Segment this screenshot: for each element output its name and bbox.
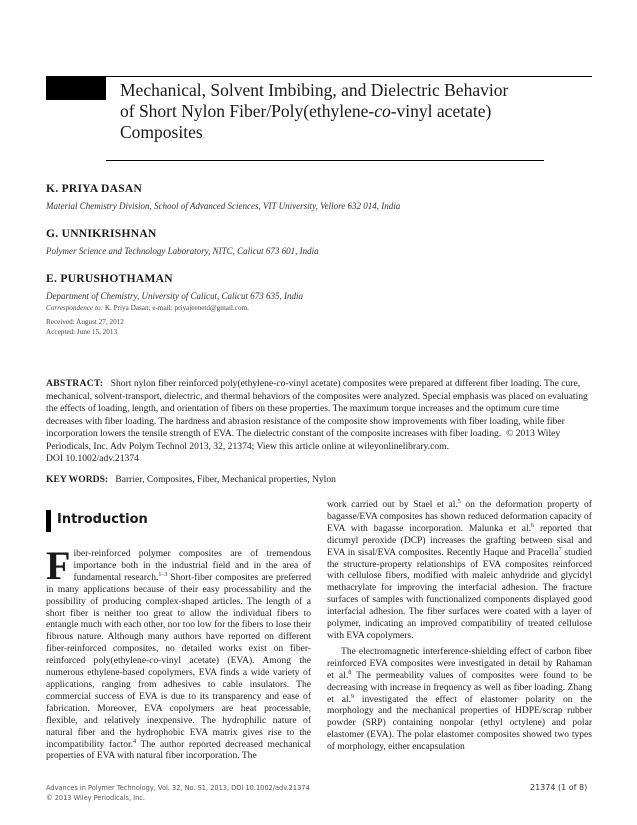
keywords-label: KEY WORDS: <box>46 474 109 485</box>
keywords <box>46 474 592 485</box>
title-rule <box>106 160 544 161</box>
right-column <box>327 499 592 753</box>
footer-left <box>46 783 310 803</box>
intro-paragraph-3: The electromagnetic interference-shielding effect of carbon fiber reinforced EVA composites were investigated in detail by Rahaman et al.$^8$ The permeability values of composites were found to be decreasing with increase in frequency as well as fiber loading. Zhang et al.$^9$ investigated the effect of elastomer polarity on the morphology and the mechanical properties of HDPE/scrap rubber powder (SRP) containing nonpolar (ethyl octylene) and polar elastomer (EVA). The polar elastomer composites showed two types of morphology, either encapsulation <box>327 645 593 753</box>
abstract-label: ABSTRACT: <box>46 378 104 389</box>
abstract: ABSTRACT: Short nylon fiber reinforced poly(ethylene-co-vinyl acetate) composites were prepared at different fiber loading. The cure, mechanical, solvent-transport, dielectric, and thermal behaviors of the composites were analyzed. Special emphasis was placed on evaluating the effects of loading, length, and orientation of fibers on these properties. The maximum torque increases and the optimum cure time decreases with fiber loading. The hardness and abrasion resistance of the composite show improvements with fiber loading, while fiber incorporation lowers the tensile strength of EVA. The dielectric constant of the composite increases with fiber loading. © 2013 Wiley Periodicals, Inc. Adv Polym Technol 2013, 32, 21374; View this article online at wileyonlinelibrary.com. DOI 10.1002/adv.21374 <box>46 378 588 464</box>
received-date: Received: August 27, 2012 <box>46 318 124 326</box>
intro-paragraph-2: work carried out by Stael et al.$^5$ on the deformation property of bagasse/EVA composites has shown reduced deformation capacity of EVA with bagasse incorporation. Malunka et al.$^6$ reported that dicumyl peroxide (DCP) increases the grafting between sisal and EVA in sisal/EVA composites. Recently Haque and Pracella$^7$ studied the structure-property relationships of EVA composites reinforced with cellulose fibers, modified with maleic anhydride and glycidyl methacrylate for improving the interfacial adhesion. The fracture surfaces of samples with functionalized components displayed good interfacial adhesion. The fiber surfaces were coated with a layer of polymer, indicating an improved compatibility of treated cellulose with EVA copolymers. <box>327 498 593 641</box>
top-rule <box>106 76 592 77</box>
section-marker <box>46 510 51 532</box>
dates <box>46 318 124 337</box>
drop-cap: F <box>46 543 71 588</box>
abstract-copyright: © 2013 Wiley Periodicals, Inc. Adv Polym Technol 2013, 32, 21374; View this article online at wileyonlinelibrary.com. <box>46 428 561 452</box>
author-2-name: G. UNNIKRISHNAN <box>46 228 157 240</box>
title-line-1: Mechanical, Solvent Imbibing, and Dielectric Behavior <box>120 80 509 100</box>
author-1-affiliation: Material Chemistry Division, School of Advanced Sciences, VIT University, Vellore 632 014, India <box>46 201 401 211</box>
author-2-affiliation: Polymer Science and Technology Laboratory, NITC, Calicut 673 601, India <box>46 246 319 256</box>
intro-paragraph-1: Fiber-reinforced polymer composites are of tremendous importance both in the industrial field and in the area of fundamental research.$^{1-3}$ Short-fiber composites are preferred in many applications because of their easy processability and the possibility of producing complex-shaped articles. The length of a short fiber is neither too great to allow the individual fibers to entangle much with each other, nor too low for the fibers to lose their fibrous nature. Although many authors have reported on different fiber-reinforced composites, no detailed works exist on fiber-reinforced poly(ethylene-co-vinyl acetate) (EVA). Among the numerous ethylene-based copolymers, EVA finds a wide variety of applications, ranging from adhesives to cable insulators. The commercial success of EVA is due to its transparency and ease of fabrication. Moreover, EVA copolymers are heat processable, flexible, and relatively inexpensive. The hydrophilic nature of natural fiber and the hydrophobic EVA matrix gives rise to the incompatibility factor.$^4$ The author reported decreased mechanical properties of EVA with natural fiber incorporation. The <box>46 543 311 762</box>
footer-journal: Advances in Polymer Technology, Vol. 32, No. S1, 2013, DOI 10.1002/adv.21374 <box>46 784 310 792</box>
article-title <box>120 80 590 143</box>
left-column <box>46 543 311 762</box>
title-line-2: of Short Nylon Fiber/Poly(ethylene-co-vinyl acetate) <box>120 101 492 121</box>
correspondence: Correspondence to: K. Priya Dasan; e-mail: priyajeenetd@gmail.com. <box>46 304 249 312</box>
author-3-name: E. PURUSHOTHAMAN <box>46 273 173 285</box>
accepted-date: Accepted: June 15, 2013 <box>46 327 118 336</box>
title-line-3: Composites <box>120 122 203 142</box>
author-3-affiliation: Department of Chemistry, University of Calicut, Calicut 673 635, India <box>46 291 303 301</box>
keywords-text: Barrier, Composites, Fiber, Mechanical properties, Nylon <box>115 474 336 485</box>
footer-copyright: © 2013 Wiley Periodicals, Inc. <box>46 794 146 802</box>
title-black-block <box>46 76 106 100</box>
section-heading: Introduction <box>57 512 148 527</box>
author-1-name: K. PRIYA DASAN <box>46 183 143 195</box>
page-number: 21374 (1 of 8) <box>530 783 588 792</box>
abstract-doi: DOI 10.1002/adv.21374 <box>46 453 139 464</box>
